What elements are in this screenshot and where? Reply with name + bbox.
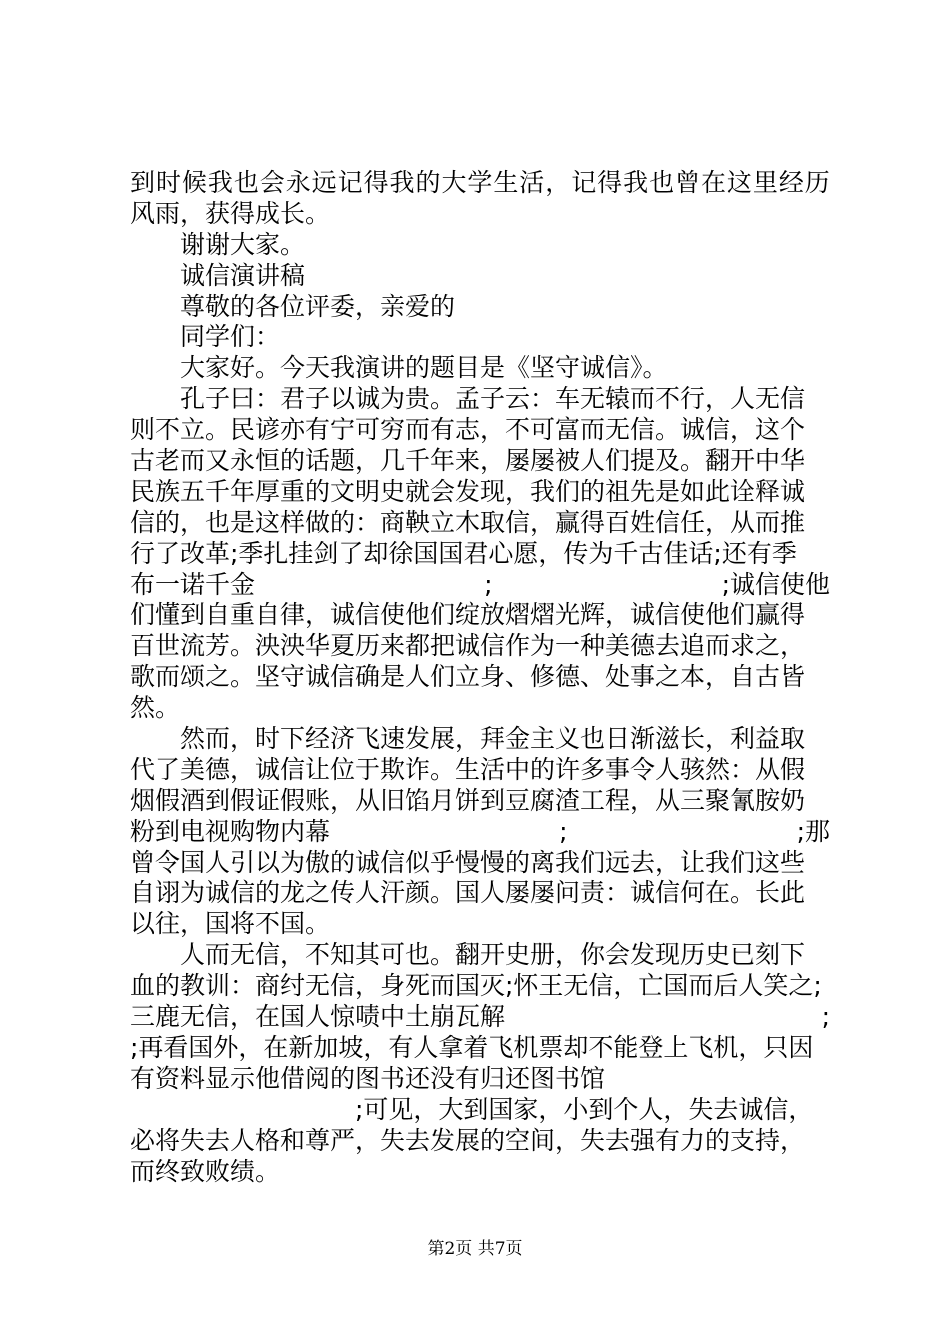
paragraph-start-line: 然而，时下经济飞速发展，拜金主义也日渐滋长，利益取 <box>180 724 806 754</box>
text-line: 自诩为诚信的龙之传人汗颜。国人屡屡问责：诚信何在。长此 <box>130 878 806 908</box>
text-char: 远 <box>311 168 337 197</box>
text-char: 经 <box>778 168 804 197</box>
text-char: 候 <box>181 168 207 197</box>
text-segment: ; <box>484 569 493 599</box>
text-line: 而终致败绩。 <box>130 1156 281 1186</box>
text-segment: 三鹿无信，在国人惊啧中土崩瓦解 <box>130 1002 506 1032</box>
text-segment: ; <box>559 816 568 846</box>
text-line: 则不立。民谚亦有宁可穷而有志，不可富而无信。诚信，这个 <box>130 415 806 445</box>
text-line: 以往，国将不国。 <box>130 909 331 939</box>
text-line: 烟假酒到假证假账，从旧馅月饼到豆腐渣工程，从三聚氰胺奶 <box>130 785 806 815</box>
text-char: 我 <box>389 168 415 197</box>
text-line: 必将失去人格和尊严，失去发展的空间，失去强有力的支持， <box>130 1125 806 1155</box>
text-char: 也 <box>233 168 259 197</box>
text-segment: 布一诺千金 <box>130 569 256 599</box>
text-char: 也 <box>649 168 675 197</box>
text-line: 百世流芳。泱泱华夏历来都把诚信作为一种美德去追而求之， <box>130 631 806 661</box>
spaced-text-line <box>130 817 830 848</box>
salutation-line: 尊敬的各位评委，亲爱的 <box>180 291 456 321</box>
text-char: 这 <box>726 168 752 197</box>
text-char: 记 <box>571 168 597 197</box>
page-number-footer: 第2页 共7页 <box>427 1239 523 1259</box>
text-line: 民族五千年厚重的文明史就会发现，我们的祖先是如此诠释诚 <box>130 476 806 506</box>
text-char: 里 <box>752 168 778 197</box>
text-char: 到 <box>130 168 156 197</box>
text-char: 时 <box>155 168 181 197</box>
text-char: 我 <box>207 168 233 197</box>
text-segment: ;诚信使他 <box>721 569 830 599</box>
text-segment: ;那 <box>796 816 830 846</box>
text-char: 记 <box>337 168 363 197</box>
text-char: 生 <box>493 168 519 197</box>
text-segment: 粉到电视购物内幕 <box>130 816 331 846</box>
text-char: 永 <box>285 168 311 197</box>
text-line: 信的，也是这样做的：商鞅立木取信，赢得百姓信任，从而推 <box>130 507 806 537</box>
text-line: 大家好。今天我演讲的题目是《坚守诚信》。 <box>180 353 668 383</box>
text-line: 然。 <box>130 693 181 723</box>
text-line: ;可见，大到国家，小到个人，失去诚信， <box>355 1094 814 1124</box>
salutation-line: 同学们： <box>180 322 281 352</box>
spaced-text-line <box>130 1002 830 1033</box>
text-line: 们懂到自重自律，诚信使他们绽放熠熠光辉，诚信使他们赢得 <box>130 600 806 630</box>
text-line: 古老而又永恒的话题，几千年来，屡屡被人们提及。翻开中华 <box>130 446 806 476</box>
text-char: 学 <box>467 168 493 197</box>
text-line: 风雨，获得成长。 <box>130 198 331 228</box>
text-char: 的 <box>415 168 441 197</box>
text-line: 血的教训：商纣无信，身死而国灭;怀王无信，亡国而后人笑之; <box>130 971 822 1001</box>
text-char: 曾 <box>675 168 701 197</box>
text-line: ;再看国外，在新加坡，有人拿着飞机票却不能登上飞机，只因 <box>130 1032 814 1062</box>
text-line <box>130 168 830 199</box>
text-line: 谢谢大家。 <box>180 229 306 259</box>
paragraph-start-line: 孔子曰：君子以诚为贵。孟子云：车无辕而不行，人无信 <box>180 384 806 414</box>
text-char: 活 <box>519 168 545 197</box>
text-char: 得 <box>363 168 389 197</box>
text-char: 在 <box>700 168 726 197</box>
paragraph-start-line: 人而无信，不知其可也。翻开史册，你会发现历史已刻下 <box>180 940 806 970</box>
text-line: 行了改革;季扎挂剑了却徐国国君心愿，传为千古佳话;还有季 <box>130 538 797 568</box>
document-body <box>130 168 830 1187</box>
text-line: 有资料显示他借阅的图书还没有归还图书馆 <box>130 1063 606 1093</box>
text-char: 得 <box>597 168 623 197</box>
text-char: 会 <box>259 168 285 197</box>
text-line: 曾令国人引以为傲的诚信似乎慢慢的离我们远去，让我们这些 <box>130 847 806 877</box>
text-char: ， <box>545 168 571 197</box>
text-char: 大 <box>441 168 467 197</box>
speech-title: 诚信演讲稿 <box>180 260 306 290</box>
text-char: 历 <box>804 168 830 197</box>
spaced-text-line <box>130 570 830 601</box>
text-line: 歌而颂之。坚守诚信确是人们立身、修德、处事之本，自古皆 <box>130 662 806 692</box>
text-line: 代了美德，诚信让位于欺诈。生活中的许多事令人骇然：从假 <box>130 754 806 784</box>
text-char: 我 <box>623 168 649 197</box>
text-segment: ; <box>821 1002 830 1032</box>
text-segment <box>505 1002 822 1033</box>
